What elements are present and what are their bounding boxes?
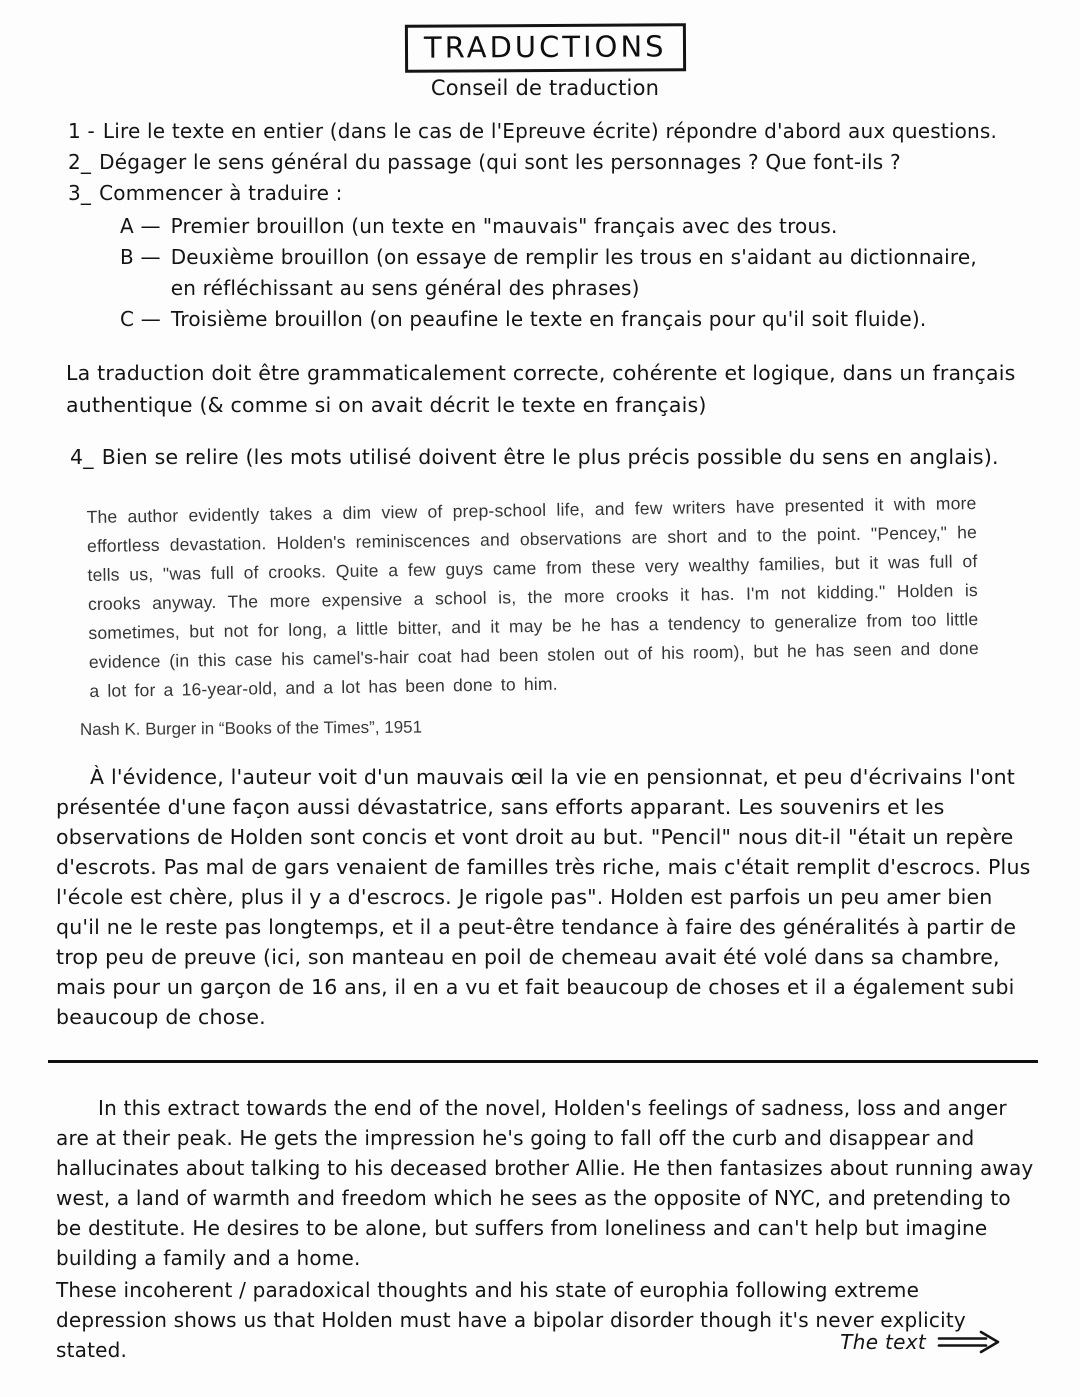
title-box bbox=[405, 23, 686, 72]
sub-list-item-text: Troisième brouillon (on peaufine le texte en français pour qu'il soit fluide). bbox=[170, 307, 927, 331]
sub-list-item-letter: C — bbox=[120, 307, 161, 331]
list-item-1 bbox=[68, 116, 1036, 147]
sub-list bbox=[120, 211, 1036, 335]
instruction-list bbox=[68, 116, 1036, 335]
analysis-paragraph-2: These incoherent / paradoxical thoughts and his state of europhia following extreme depression shows us that Holden must have a bipolar disorder though it's never explicity stated. bbox=[56, 1278, 966, 1362]
list-item-number: 1 - bbox=[68, 119, 95, 143]
analysis-section bbox=[56, 1093, 1036, 1365]
sub-list-item-letter: B — bbox=[120, 245, 161, 269]
footer-label: The text bbox=[840, 1330, 926, 1354]
sub-list-item-a bbox=[120, 211, 1036, 242]
page-subtitle: Conseil de traduction bbox=[430, 76, 660, 100]
list-item-text: Dégager le sens général du passage (qui sont les personnages ? Que font-ils ? bbox=[99, 150, 901, 174]
sub-list-item-b bbox=[120, 242, 1036, 304]
list-item-3 bbox=[68, 178, 1036, 209]
sub-list-item-c bbox=[120, 304, 1036, 335]
printed-excerpt bbox=[86, 489, 1011, 706]
list-item-text: Lire le texte en entier (dans le cas de l'Epreuve écrite) répondre d'abord aux questions. bbox=[102, 119, 998, 143]
list-item-text: Commencer à traduire : bbox=[99, 181, 343, 205]
list-item-4 bbox=[70, 442, 1036, 473]
sub-list-item-letter: A — bbox=[120, 214, 161, 238]
sub-list-item-text: Deuxième brouillon (on essaye de remplir les trous en s'aidant au dictionnaire, en réfléchissant au sens général des phrases) bbox=[170, 245, 977, 300]
analysis-paragraph-1: In this extract towards the end of the novel, Holden's feelings of sadness, loss and anger are at their peak. He gets the impression he's going to fall off the curb and disappear and hallucinates about talking to his deceased brother Allie. He then fantasizes about running away west, a land of warmth and freedom which he sees as the opposite of NYC, and pretending to be destitute. He desires to be alone, but suffers from loneliness and can't help but imagine building a family and a home. bbox=[56, 1096, 1034, 1270]
double-arrow-right-icon bbox=[936, 1329, 1002, 1355]
list-item-number: 4_ bbox=[70, 445, 94, 469]
list-item-number: 2_ bbox=[68, 150, 92, 174]
sub-list-item-text: Premier brouillon (un texte en "mauvais" français avec des trous. bbox=[170, 214, 838, 238]
page-title: TRADUCTIONS bbox=[423, 29, 667, 65]
list-item-text: Bien se relire (les mots utilisé doivent être le plus précis possible du sens en anglais). bbox=[101, 445, 999, 469]
section-divider bbox=[48, 1060, 1038, 1063]
footer-note bbox=[840, 1329, 1002, 1355]
list-item-number: 3_ bbox=[68, 181, 92, 205]
excerpt-attribution: Nash K. Burger in “Books of the Times”, 1951 bbox=[79, 717, 423, 739]
list-item-2 bbox=[68, 147, 1036, 178]
excerpt-text: The author evidently takes a dim view of prep-school life, and few writers have presented it with more effortless devastation. Holden's reminiscences and observations are short and to the point. "Pencey," he tells us, "was full of crooks. Quite a few guys came from these very wealthy families, but it was full of crooks anyway. The more expensive a school is, the more crooks it has. I'm not kidding." Holden is sometimes, but not for long, a little bitter, and it may be he has a tendency to generalize from too little evidence (in this case his camel's-hair coat had been stolen out of his room), but he has seen and done a lot for a 16-year-old, and a lot has been done to him. bbox=[86, 493, 979, 701]
note-paragraph: La traduction doit être grammaticalement correcte, cohérente et logique, dans un français authentique (& comme si on avait décrit le texte en français) bbox=[66, 361, 1016, 417]
translation-paragraph: À l'évidence, l'auteur voit d'un mauvais œil la vie en pensionnat, et peu d'écrivains l'ont présentée d'une façon aussi dévastatrice, sans efforts apparant. Les souvenirs et les observations de Holden sont concis et vont droit au but. "Pencil" nous dit-il "était un repère d'escrots. Pas mal de gars venaient de familles très riche, mais c'était remplit d'escrocs. Plus l'école est chère, plus il y a d'escrocs. Je rigole pas". Holden est parfois un peu amer bien qu'il ne le reste pas longtemps, et il a peut-être tendance à faire des généralités à partir de trop peu de preuve (ici, son manteau en poil de chemeau avait été volé dans sa chambre, mais pour un garçon de 16 ans, il en a vu et fait beaucoup de choses et il a également subi beaucoup de chose. bbox=[56, 765, 1031, 1029]
